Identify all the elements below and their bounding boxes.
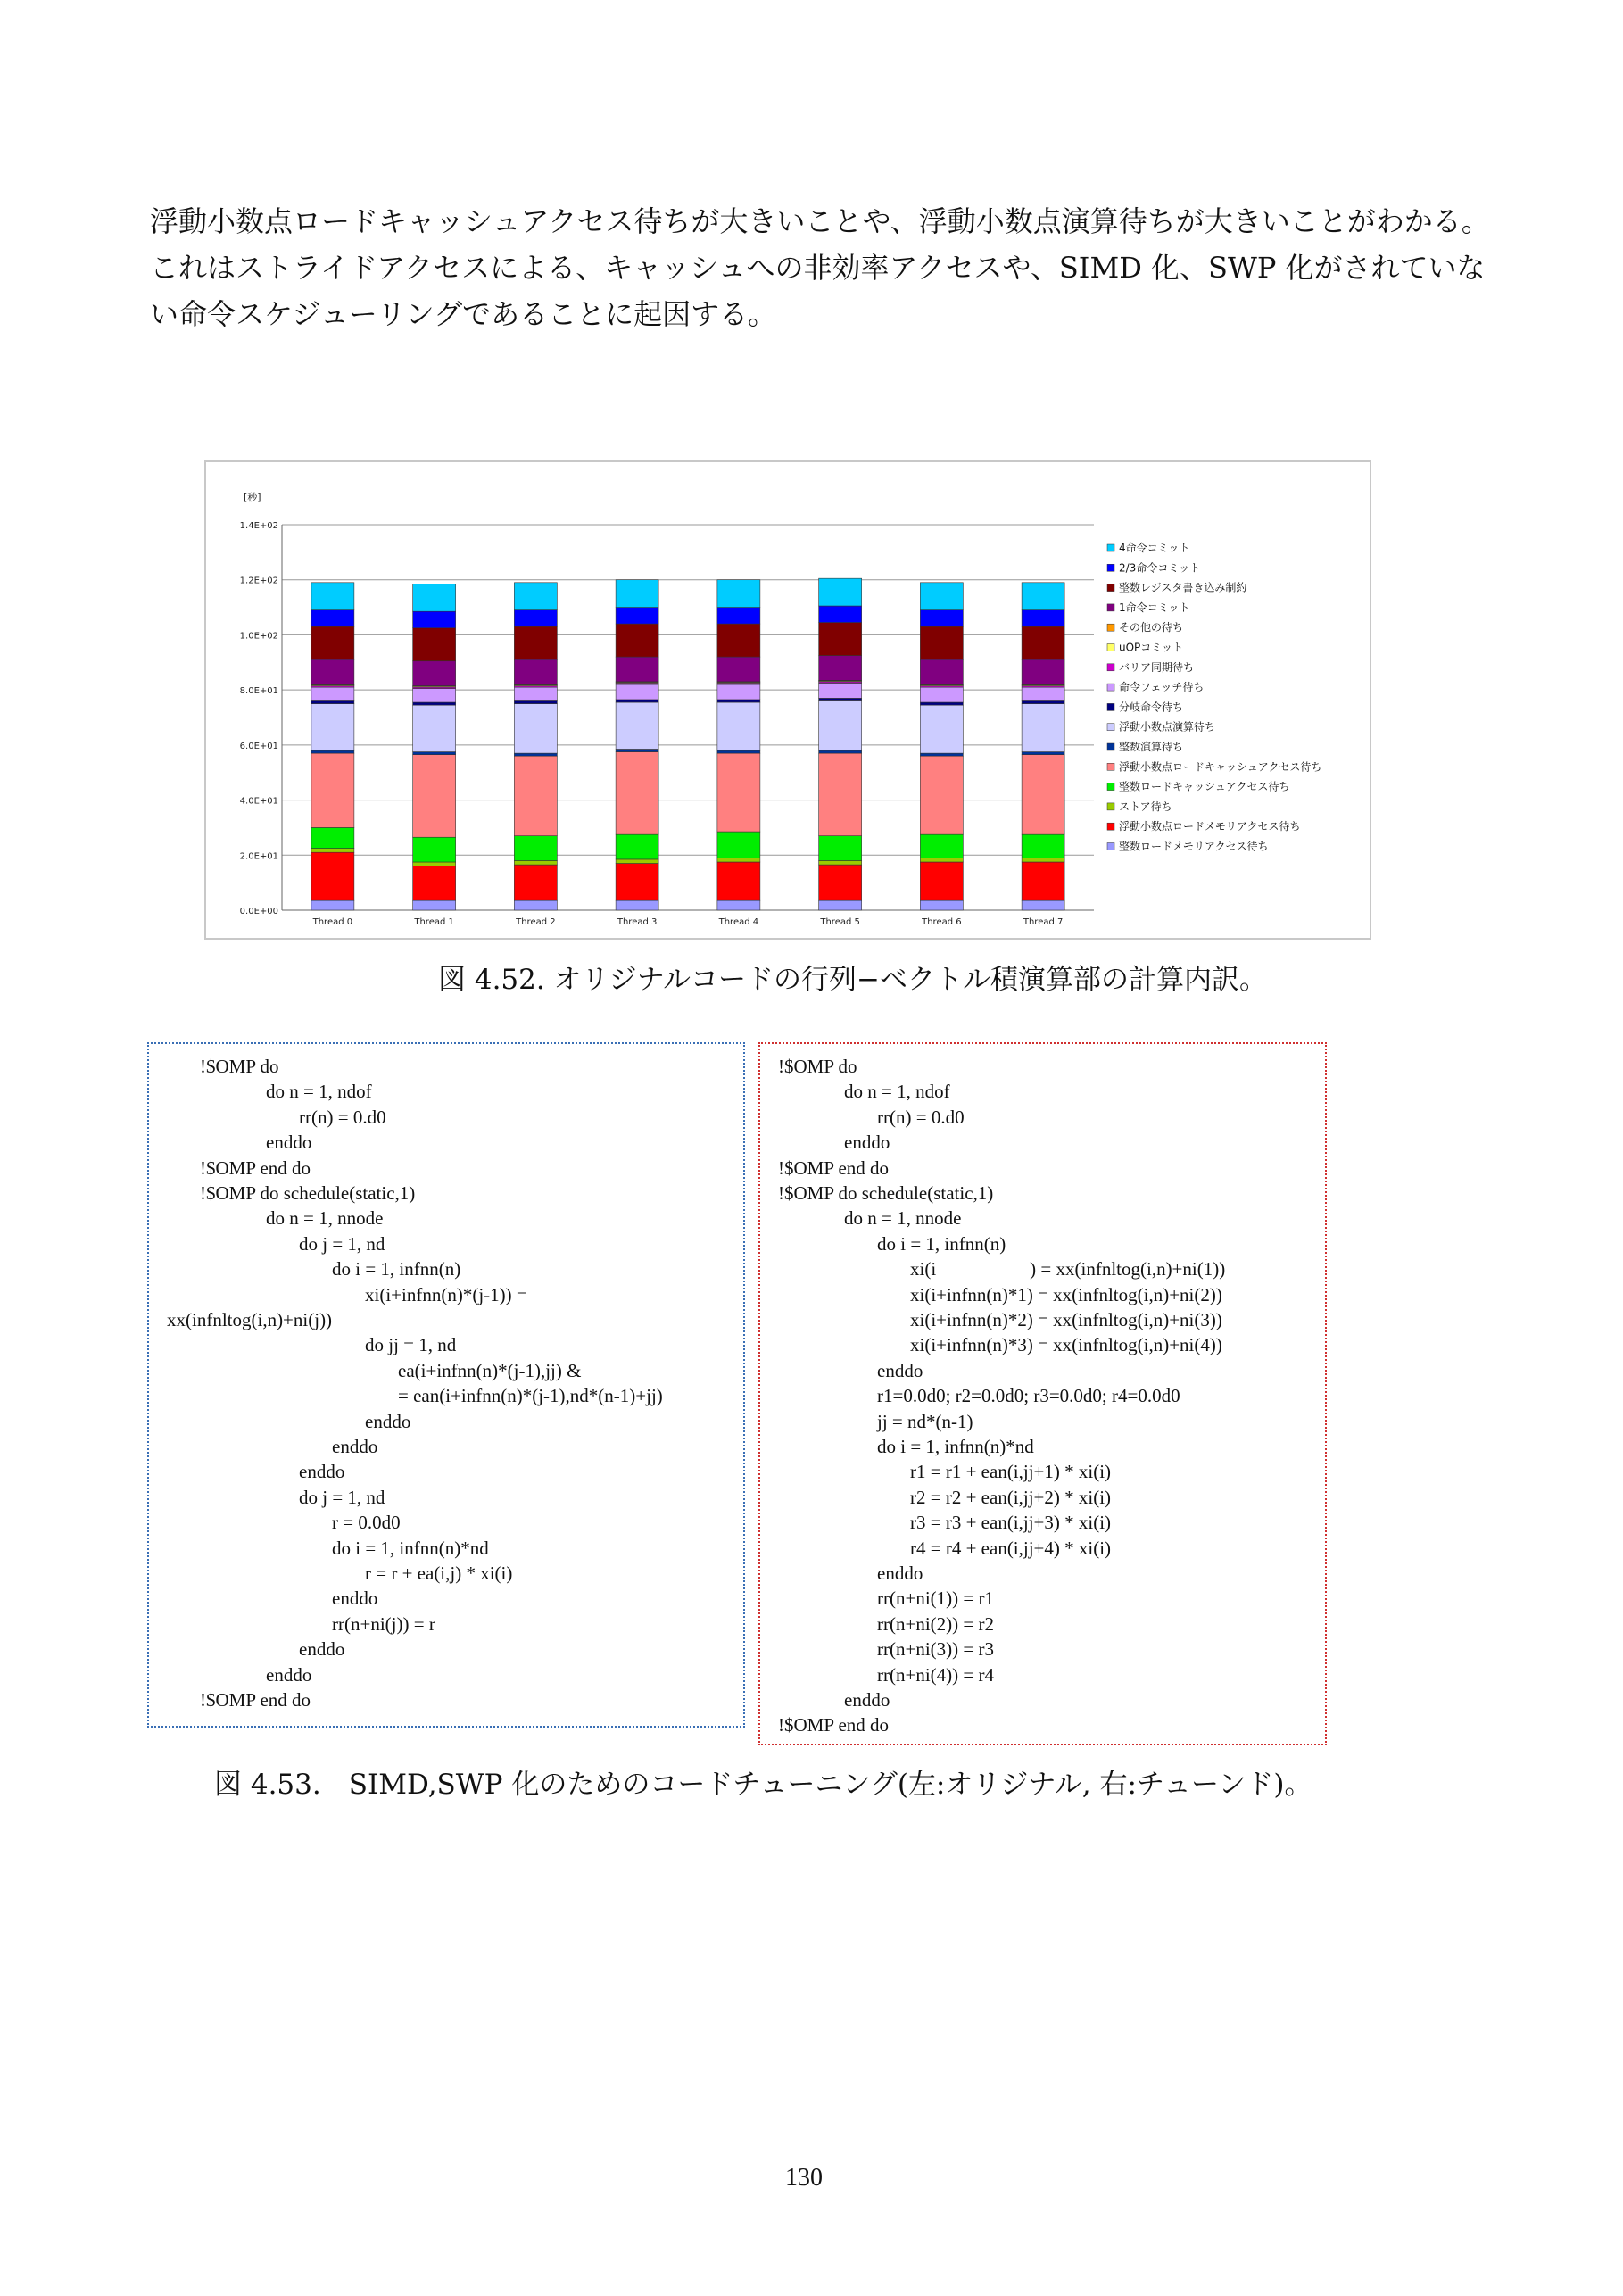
bar-segment bbox=[1022, 700, 1064, 703]
code-line: enddo bbox=[299, 1461, 345, 1483]
code-line: do j = 1, nd bbox=[299, 1232, 385, 1255]
legend-swatch bbox=[1107, 783, 1114, 791]
bar-segment bbox=[920, 610, 963, 627]
bar-segment bbox=[413, 837, 456, 862]
y-tick-label: 8.0E+01 bbox=[239, 686, 278, 697]
bar-segment bbox=[413, 611, 456, 628]
bar-segment bbox=[920, 756, 963, 834]
code-line: enddo bbox=[365, 1410, 411, 1432]
code-line: do n = 1, ndof bbox=[844, 1081, 950, 1103]
y-tick-label: 1.0E+02 bbox=[239, 631, 278, 642]
bar-segment bbox=[717, 753, 760, 832]
bar-segment bbox=[1022, 687, 1064, 700]
code-line: rr(n+ni(3)) = r3 bbox=[877, 1638, 994, 1661]
bar-segment bbox=[616, 752, 658, 835]
code-line: do i = 1, infnn(n) bbox=[877, 1232, 1006, 1255]
legend-swatch bbox=[1107, 664, 1114, 671]
bar-segment bbox=[717, 750, 760, 753]
y-tick-label: 2.0E+01 bbox=[239, 851, 278, 862]
legend-swatch bbox=[1107, 604, 1114, 611]
legend-label: 2/3命令コミット bbox=[1119, 561, 1201, 575]
code-line: rr(n+ni(1)) = r1 bbox=[877, 1587, 994, 1610]
bar-segment bbox=[920, 900, 963, 910]
paragraph-line: これはストライドアクセスによる、キャッシュへの非効率アクセスや、SIMD 化、SWP 化がされていな bbox=[150, 251, 1486, 285]
bar-segment bbox=[413, 862, 456, 866]
code-line: = ean(i+infnn(n)*(j-1),nd*(n-1)+jj) bbox=[398, 1385, 663, 1407]
bar-segment bbox=[920, 705, 963, 753]
code-line: rr(n) = 0.d0 bbox=[877, 1106, 965, 1128]
figure-caption-4-52: 図 4.52. オリジナルコードの行列−ベクトル積演算部の計算内訳。 bbox=[438, 964, 1268, 996]
code-line: do j = 1, nd bbox=[299, 1486, 385, 1508]
x-tick-label: Thread 7 bbox=[1023, 917, 1064, 927]
legend-label: その他の待ち bbox=[1119, 621, 1184, 634]
bar-segment bbox=[413, 661, 456, 686]
bar-segment bbox=[514, 704, 557, 754]
bar-segment bbox=[920, 687, 963, 702]
paragraph-line: い命令スケジューリングであることに起因する。 bbox=[150, 297, 777, 331]
legend-label: 整数レジスタ書き込み制約 bbox=[1119, 581, 1247, 594]
bar-segment bbox=[819, 860, 862, 865]
x-tick-label: Thread 1 bbox=[414, 917, 454, 927]
code-line: r1 = r1 + ean(i,jj+1) * xi(i) bbox=[910, 1461, 1112, 1483]
code-line: xi(i+infnn(n)*(j-1)) = bbox=[365, 1283, 527, 1305]
bar-segment bbox=[920, 626, 963, 659]
stacked-bar-chart bbox=[204, 460, 1371, 940]
code-line: ea(i+infnn(n)*(j-1),jj) & bbox=[398, 1359, 582, 1381]
bar-segment bbox=[616, 608, 658, 625]
code-line: r = r + ea(i,j) * xi(i) bbox=[365, 1562, 513, 1584]
bar-segment bbox=[311, 626, 354, 659]
bar-segment bbox=[717, 624, 760, 657]
legend-swatch bbox=[1107, 803, 1114, 810]
bar-segment bbox=[920, 753, 963, 756]
bar-segment bbox=[819, 623, 862, 656]
x-tick-label: Thread 2 bbox=[516, 917, 556, 927]
legend-label: バリア同期待ち bbox=[1119, 660, 1195, 674]
code-block-tuned bbox=[758, 1042, 1327, 1745]
legend-swatch bbox=[1107, 823, 1114, 830]
bar-segment bbox=[514, 659, 557, 684]
bar-segment bbox=[311, 704, 354, 750]
bar-segment bbox=[616, 700, 658, 702]
bar-segment bbox=[514, 756, 557, 835]
bar-segment bbox=[819, 900, 862, 910]
bar-segment bbox=[413, 866, 456, 901]
bar-segment bbox=[514, 583, 557, 610]
code-line: r4 = r4 + ean(i,jj+4) * xi(i) bbox=[910, 1537, 1112, 1559]
code-line: do jj = 1, nd bbox=[365, 1334, 457, 1356]
bar-segment bbox=[616, 580, 658, 608]
legend-swatch bbox=[1107, 743, 1114, 750]
bar-segment bbox=[1022, 610, 1064, 627]
bar-segment bbox=[311, 700, 354, 703]
bar-segment bbox=[920, 583, 963, 610]
y-tick-label: 4.0E+01 bbox=[239, 796, 278, 807]
code-line: enddo bbox=[299, 1638, 345, 1661]
bar-segment bbox=[616, 864, 658, 901]
bar-segment bbox=[717, 862, 760, 900]
bar-segment bbox=[1022, 755, 1064, 834]
legend-swatch bbox=[1107, 564, 1114, 571]
code-line: rr(n+ni(j)) = r bbox=[332, 1612, 435, 1635]
code-line: enddo bbox=[266, 1131, 312, 1154]
bar-segment bbox=[413, 689, 456, 702]
y-axis-label: [秒] bbox=[244, 492, 261, 503]
bar-segment bbox=[1022, 583, 1064, 610]
legend-label: 浮動小数点演算待ち bbox=[1119, 720, 1216, 734]
code-line: !$OMP do bbox=[778, 1056, 857, 1077]
bar-segment bbox=[514, 700, 557, 703]
code-block-original bbox=[147, 1042, 745, 1728]
bar-segment bbox=[311, 753, 354, 827]
legend-label: 4命令コミット bbox=[1119, 542, 1190, 554]
bar-segment bbox=[311, 827, 354, 848]
bar-segment bbox=[311, 687, 354, 700]
bar-segment bbox=[413, 628, 456, 661]
bar-segment bbox=[920, 862, 963, 900]
bar-segment bbox=[1022, 752, 1064, 755]
legend-swatch bbox=[1107, 843, 1114, 850]
chart-svg bbox=[206, 462, 1370, 938]
bar-segment bbox=[616, 657, 658, 682]
bar-segment bbox=[616, 684, 658, 700]
bar-segment bbox=[1022, 834, 1064, 858]
bar-segment bbox=[311, 900, 354, 910]
bar-segment bbox=[1022, 659, 1064, 684]
code-line: r2 = r2 + ean(i,jj+2) * xi(i) bbox=[910, 1486, 1112, 1508]
code-line: do n = 1, ndof bbox=[266, 1081, 372, 1103]
code-line: do i = 1, infnn(n)*nd bbox=[877, 1436, 1034, 1457]
bar-segment bbox=[717, 684, 760, 700]
y-tick-label: 0.0E+00 bbox=[239, 907, 278, 916]
bar-segment bbox=[819, 578, 862, 606]
code-line: !$OMP end do bbox=[778, 1714, 890, 1737]
bar-segment bbox=[514, 687, 557, 700]
bar-segment bbox=[616, 702, 658, 749]
bar-segment bbox=[311, 583, 354, 610]
legend-label: ストア待ち bbox=[1119, 800, 1172, 813]
code-line: enddo bbox=[877, 1359, 923, 1381]
legend-swatch bbox=[1107, 544, 1114, 551]
bar-segment bbox=[819, 656, 862, 681]
bar-segment bbox=[514, 753, 557, 756]
code-line: !$OMP do schedule(static,1) bbox=[200, 1182, 416, 1204]
bar-segment bbox=[616, 749, 658, 751]
legend-label: 整数ロードキャッシュアクセス待ち bbox=[1119, 780, 1290, 793]
x-tick-label: Thread 3 bbox=[617, 917, 658, 927]
bar-segment bbox=[717, 858, 760, 862]
bar-segment bbox=[413, 584, 456, 611]
code-line: jj = nd*(n-1) bbox=[877, 1410, 973, 1432]
legend-swatch bbox=[1107, 584, 1114, 592]
code-line: do n = 1, nnode bbox=[266, 1207, 384, 1230]
bar-segment bbox=[717, 702, 760, 750]
bar-segment bbox=[819, 750, 862, 753]
bar-segment bbox=[1022, 858, 1064, 862]
legend-swatch bbox=[1107, 644, 1114, 651]
bar-segment bbox=[717, 700, 760, 702]
page-number: 130 bbox=[785, 2164, 823, 2192]
legend-label: 命令フェッチ待ち bbox=[1119, 681, 1205, 694]
code-line: xi(i+infnn(n)*1) = xx(infnltog(i,n)+ni(2)) bbox=[910, 1283, 1222, 1305]
bar-segment bbox=[413, 705, 456, 751]
bar-segment bbox=[920, 659, 963, 684]
bar-segment bbox=[819, 753, 862, 836]
legend-label: 整数演算待ち bbox=[1119, 741, 1184, 753]
legend-label: uOPコミット bbox=[1119, 641, 1184, 654]
bar-segment bbox=[920, 858, 963, 862]
bar-segment bbox=[1022, 704, 1064, 752]
legend-label: 浮動小数点ロードキャッシュアクセス待ち bbox=[1119, 760, 1322, 774]
bar-segment bbox=[514, 865, 557, 900]
legend-label: 分岐命令待ち bbox=[1119, 700, 1184, 714]
code-line: !$OMP end do bbox=[200, 1156, 311, 1179]
legend-label: 浮動小数点ロードメモリアクセス待ち bbox=[1119, 820, 1301, 833]
body-paragraph bbox=[150, 198, 1506, 337]
bar-segment bbox=[311, 610, 354, 627]
bar-segment bbox=[616, 834, 658, 859]
code-line: r = 0.0d0 bbox=[332, 1512, 401, 1534]
bar-segment bbox=[717, 580, 760, 608]
code-line: xi(i+infnn(n)*2) = xx(infnltog(i,n)+ni(3)) bbox=[910, 1309, 1222, 1330]
code-line: rr(n+ni(4)) = r4 bbox=[877, 1663, 994, 1686]
code-line: do n = 1, nnode bbox=[844, 1207, 962, 1230]
bar-segment bbox=[1022, 862, 1064, 900]
bar-segment bbox=[819, 865, 862, 900]
code-line: !$OMP end do bbox=[200, 1689, 311, 1711]
y-tick-label: 1.2E+02 bbox=[239, 576, 278, 586]
bar-segment bbox=[514, 836, 557, 861]
legend-swatch bbox=[1107, 724, 1114, 731]
code-line: !$OMP do schedule(static,1) bbox=[778, 1182, 994, 1204]
bar-segment bbox=[717, 900, 760, 910]
legend-label: 1命令コミット bbox=[1119, 601, 1190, 614]
code-line: do i = 1, infnn(n) bbox=[332, 1258, 461, 1281]
code-line: enddo bbox=[332, 1436, 378, 1457]
bar-segment bbox=[717, 657, 760, 682]
x-tick-label: Thread 5 bbox=[820, 917, 860, 927]
code-line: xx(infnltog(i,n)+ni(j)) bbox=[167, 1309, 333, 1330]
bar-segment bbox=[413, 752, 456, 755]
code-line: rr(n) = 0.d0 bbox=[299, 1106, 386, 1128]
code-line: enddo bbox=[844, 1131, 890, 1154]
bar-segment bbox=[311, 750, 354, 753]
code-line: enddo bbox=[332, 1587, 378, 1610]
bar-segment bbox=[920, 702, 963, 705]
bar-segment bbox=[819, 683, 862, 698]
bar-segment bbox=[717, 832, 760, 858]
code-line: xi(i ) = xx(infnltog(i,n)+ni(1)) bbox=[910, 1258, 1226, 1281]
code-line: xi(i+infnn(n)*3) = xx(infnltog(i,n)+ni(4)) bbox=[910, 1334, 1222, 1356]
code-line: enddo bbox=[844, 1689, 890, 1711]
bar-segment bbox=[819, 606, 862, 623]
bar-segment bbox=[514, 860, 557, 865]
bar-segment bbox=[1022, 626, 1064, 659]
bar-segment bbox=[1022, 900, 1064, 910]
bar-segment bbox=[819, 698, 862, 700]
bar-segment bbox=[616, 859, 658, 864]
legend-label: 整数ロードメモリアクセス待ち bbox=[1119, 840, 1269, 853]
bar-segment bbox=[514, 900, 557, 910]
x-tick-label: Thread 0 bbox=[312, 917, 353, 927]
code-line: !$OMP do bbox=[200, 1056, 279, 1077]
bar-segment bbox=[311, 852, 354, 900]
x-tick-label: Thread 6 bbox=[922, 917, 962, 927]
legend-swatch bbox=[1107, 703, 1114, 710]
bar-segment bbox=[717, 608, 760, 625]
legend-swatch bbox=[1107, 624, 1114, 631]
y-tick-label: 6.0E+01 bbox=[239, 741, 278, 751]
code-line: r1=0.0d0; r2=0.0d0; r3=0.0d0; r4=0.0d0 bbox=[877, 1385, 1180, 1407]
bar-segment bbox=[819, 836, 862, 861]
bar-segment bbox=[311, 849, 354, 853]
paragraph-line: 浮動小数点ロードキャッシュアクセス待ちが大きいことや、浮動小数点演算待ちが大きいことがわかる。 bbox=[150, 204, 1490, 238]
bar-segment bbox=[616, 900, 658, 910]
code-line: rr(n+ni(2)) = r2 bbox=[877, 1612, 994, 1635]
code-line: r3 = r3 + ean(i,jj+3) * xi(i) bbox=[910, 1512, 1112, 1534]
code-line: enddo bbox=[266, 1663, 312, 1686]
code-line: !$OMP end do bbox=[778, 1156, 890, 1179]
bar-segment bbox=[413, 702, 456, 705]
bar-segment bbox=[616, 624, 658, 657]
x-tick-label: Thread 4 bbox=[718, 917, 759, 927]
figure-caption-4-53: 図 4.53. SIMD,SWP 化のためのコードチューニング(左:オリジナル, 右:チューンド)。 bbox=[214, 1769, 1312, 1801]
bar-segment bbox=[920, 834, 963, 858]
bar-segment bbox=[514, 610, 557, 627]
bar-segment bbox=[413, 900, 456, 910]
bar-segment bbox=[514, 626, 557, 659]
legend-swatch bbox=[1107, 763, 1114, 770]
bar-segment bbox=[819, 700, 862, 750]
code-line: enddo bbox=[877, 1562, 923, 1584]
bar-segment bbox=[413, 755, 456, 838]
legend-swatch bbox=[1107, 684, 1114, 691]
code-line: do i = 1, infnn(n)*nd bbox=[332, 1537, 489, 1559]
bar-segment bbox=[311, 659, 354, 684]
y-tick-label: 1.4E+02 bbox=[239, 521, 278, 531]
